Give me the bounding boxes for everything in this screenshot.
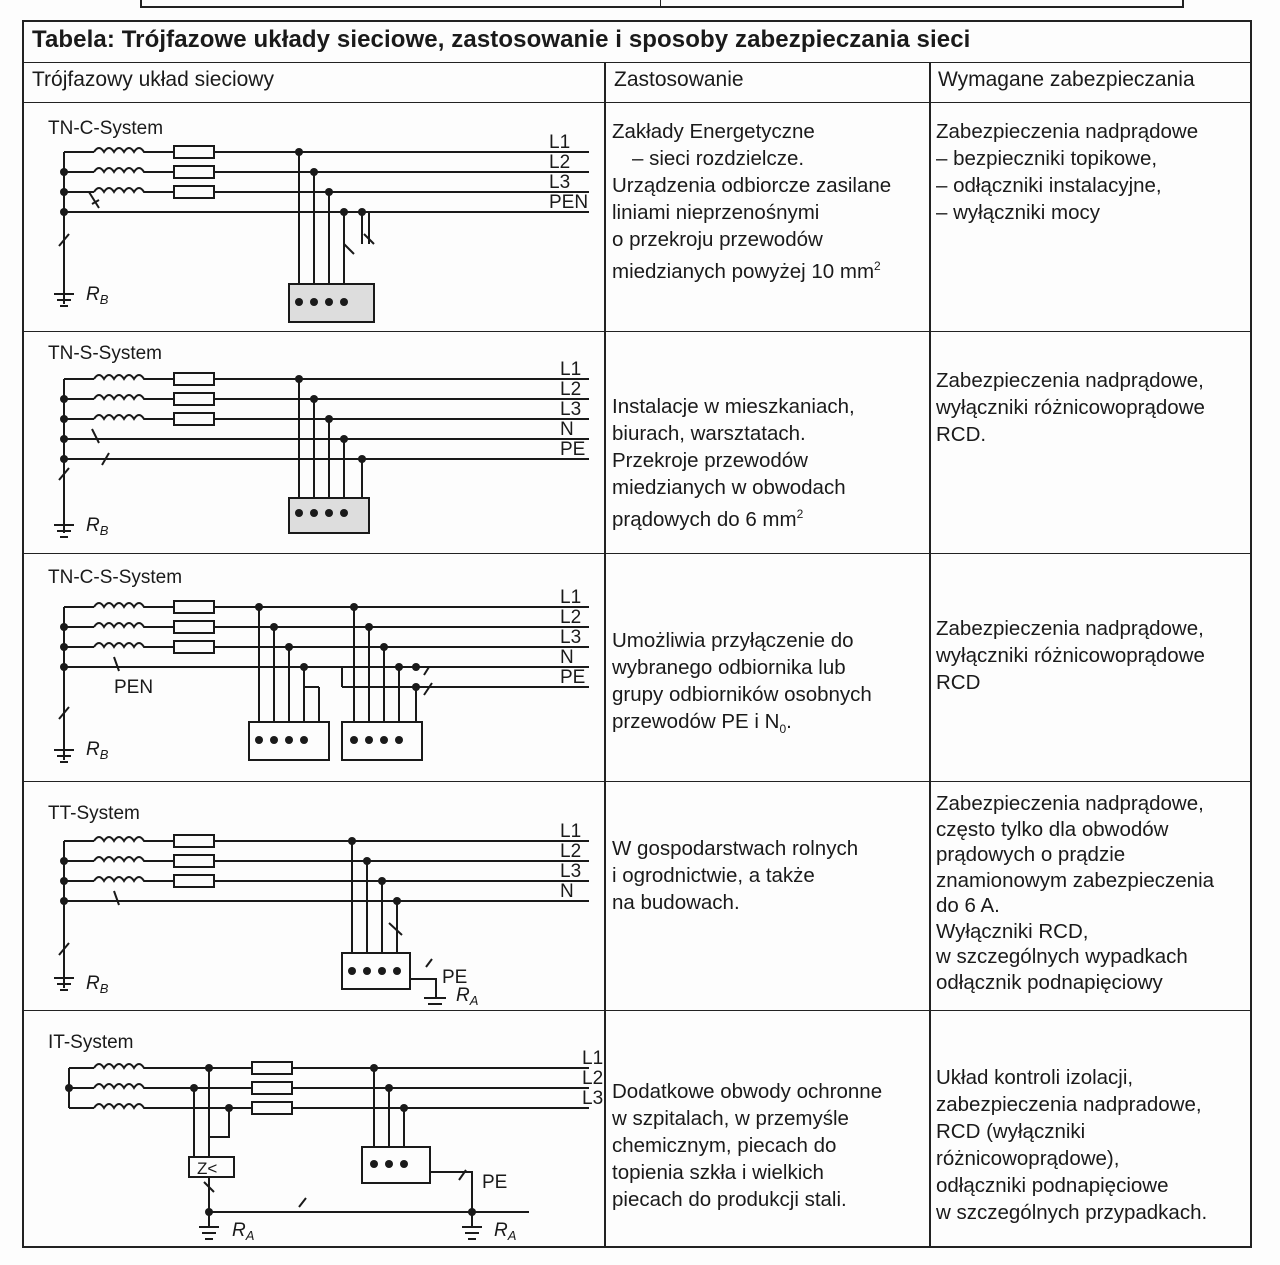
table-row [24,104,1250,330]
conductor-label: N [560,419,574,440]
system-name: IT-System [48,1032,134,1053]
protection-text: Zabezpieczenia nadprądowe – bezpieczniki topikowe, – odłączniki instalacyjne, – wyłączniki mocy [936,120,1199,224]
conductor-label: L2 [560,841,582,862]
transformer-windings [64,148,589,304]
conductor-label: PE [560,439,586,460]
application-text: W gospodarstwach rolnych i ogrodnictwie, a także na budowach. [612,837,859,914]
tn-c-s-diagram [44,555,604,780]
conductor-label: L2 [582,1068,604,1089]
header-system: Trójfazowy układ sieciowy [32,68,274,91]
conductor-label: L1 [560,821,582,842]
protection-text: Zabezpieczenia nadprądowe, wyłączniki różnicowoprądowe RCD [936,617,1205,694]
conductor-label: PE [560,667,586,688]
protection-text: Układ kontroli izolacji, zabezpieczenia nadpradowe, RCD (wyłączniki różnicowoprądowe), odłączniki podnapięciowe w szczególnych przypadkach. [936,1066,1208,1224]
conductor-label: L1 [549,132,571,153]
conductor-label: L1 [582,1048,604,1069]
pe-label: PE [482,1172,508,1193]
header-application: Zastosowanie [614,68,744,91]
tn-s-diagram [44,333,604,552]
earth-resistance-label: $R_B$ [86,739,109,762]
conductor-label: L1 [560,587,582,608]
protection-text: Zabezpieczenia nadprądowe, wyłączniki różnicowoprądowe RCD. [936,369,1205,446]
conductor-label: L3 [560,861,582,882]
table-row [24,555,1250,780]
pe-label: PE [442,967,468,988]
application-text: Umożliwia przyłączenie do wybranego odbiornika lub grupy odbiorników osobnych przewodów PE i $N_0$. [612,629,872,737]
application-text: Zakłady Energetyczne – sieci rozdzielcze. Urządzenia odbiorcze zasilane liniami nieprzenośnymi o przekroju przewodów miedzianych powyżej 10 $mm^2$ [612,120,892,283]
application-text: Dodatkowe obwody ochronne w szpitalach, w przemyśle chemicznym, piecach do topienia szkła i wielkich piecach do produkcji stali. [612,1080,883,1211]
system-name: TN-C-S-System [48,567,183,588]
conductor-label: L2 [560,379,582,400]
table-row [24,1012,1250,1246]
tt-diagram [44,783,604,1009]
earth-resistance-label: $R_B$ [86,515,109,538]
system-name: TT-System [48,803,140,824]
conductor-label: L3 [582,1088,604,1109]
conductor-label: N [560,647,574,668]
insulation-monitor-label: Z< [197,1159,218,1178]
earth-resistance-label: $R_A$ [456,985,479,1008]
earth-resistance-label: $R_B$ [86,973,109,996]
system-name: TN-C-System [48,118,164,139]
header-protection: Wymagane zabezpieczania [938,68,1195,91]
earth-resistance-label: $R_A$ [232,1220,255,1243]
it-diagram [44,1012,604,1246]
conductor-label: L3 [560,627,582,648]
pen-label: PEN [114,677,154,698]
conductor-label: N [560,881,574,902]
tn-c-diagram [44,104,604,330]
earth-resistance-label: $R_B$ [86,284,109,307]
earth-symbol [54,294,74,306]
table-title: Tabela: Trójfazowe układy sieciowe, zastosowanie i sposoby zabezpieczania sieci [32,26,971,53]
load-connections [299,152,374,304]
fuses [174,146,214,198]
previous-table-edge [140,0,1184,8]
conductor-label: L3 [560,399,582,420]
system-name: TN-S-System [48,343,162,364]
conductor-label: PEN [549,192,589,213]
conductor-label: L2 [549,152,571,173]
earth-resistance-label: $R_A$ [494,1220,517,1243]
conductor-label: L1 [560,359,582,380]
neutral-link [89,192,99,208]
conductor-label: L3 [549,172,571,193]
table-row [24,333,1250,552]
application-text: Instalacje w mieszkaniach, biurach, warsztatach. Przekroje przewodów miedzianych w obwodach prądowych do 6 $mm^2$ [612,395,855,531]
table-row [24,783,1250,1009]
protection-text: Zabezpieczenia nadprądowe, często tylko dla obwodów prądowych o prądzie znamionowym zabezpieczenia do 6 A. Wyłączniki RCD, w szczególnych wypadkach odłącznik podnapięciowy [936,792,1215,994]
network-systems-table [22,20,1252,1248]
conductor-label: L2 [560,607,582,628]
